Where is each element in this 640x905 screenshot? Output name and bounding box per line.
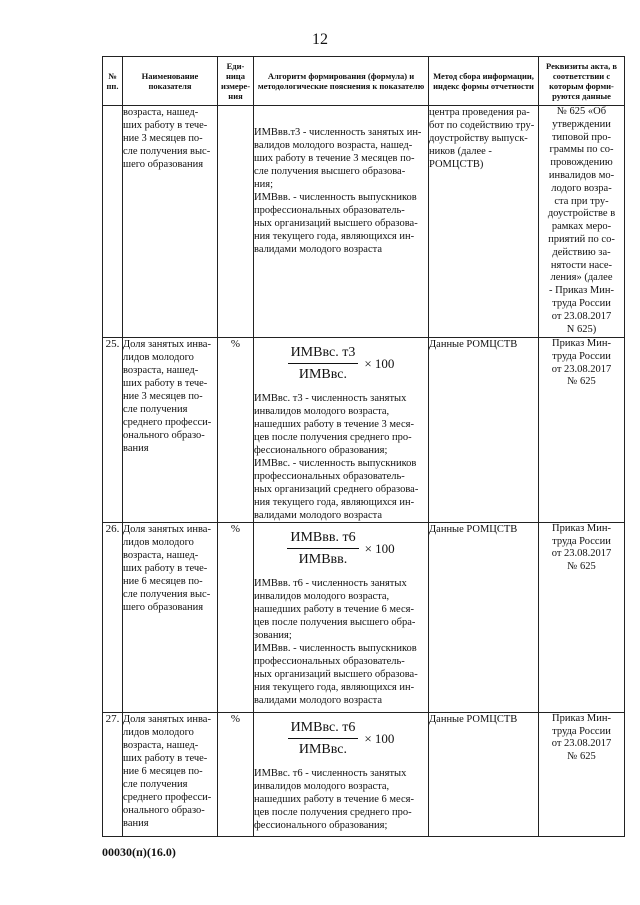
formula [254, 344, 428, 384]
formula-numerator: ИМВвс. т6 [288, 719, 359, 739]
formula-denominator: ИМВвв. [298, 552, 348, 568]
indicator-name: Доля занятых инва- лидов молодого возраста, нашед- ших работу в тече- ние 3 месяцев по- сле получения среднего професси- онального образо- вания [123, 338, 218, 523]
header-number: № пп. [103, 57, 123, 106]
formula [254, 719, 428, 759]
algorithm-cell: ИМВвв.т3 - численность занятых ин- валидов молодого возраста, нашед- ших работу в течение 3 месяцев по- сле получения высшего образова- ния; ИМВвв. - численность выпускников профессиональных образователь- ных организаций высшего образова- ния текущего года, являющихся ин- валидами молодого возраста [254, 106, 429, 338]
table-row [103, 522, 625, 712]
indicator-name: Доля занятых инва- лидов молодого возраста, нашед- ших работу в тече- ние 6 месяцев по- сле получения выс- шего образования [123, 522, 218, 712]
header-indicator-name: Наименование показателя [123, 57, 218, 106]
row-number: 26. [103, 522, 123, 712]
formula-multiplier: × 100 [364, 540, 395, 556]
formula-numerator: ИМВвв. т6 [287, 529, 358, 549]
table-row [103, 338, 625, 523]
act-details-cell: Приказ Мин- труда России от 23.08.2017 № 625 [539, 712, 625, 836]
method-cell: центра проведения ра- бот по содействию тру- доустройству выпуск- ников (далее - РОМЦСТВ) [429, 106, 539, 338]
method-cell: Данные РОМЦСТВ [429, 338, 539, 523]
method-cell: Данные РОМЦСТВ [429, 712, 539, 836]
formula [254, 529, 428, 569]
indicators-table [102, 56, 625, 837]
unit-cell: % [218, 338, 254, 523]
document-code: 00030(п)(16.0) [102, 845, 176, 859]
formula-multiplier: × 100 [364, 355, 395, 371]
act-details-cell: № 625 «Об утверждении типовой про- граммы по со- провождению инвалидов мо- лодого возра- ста при тру- доустройстве в рамках меро- приятий по со- действию за- нятости насе- ления» (далее - Приказ Мин- труда России от 23.08.2017 N 625) [539, 106, 625, 338]
formula-multiplier: × 100 [364, 730, 395, 746]
algorithm-cell: $\frac{\text{ИМВвв. т6}}{\text{ИМВвв.}}$ × 100 ИМВвв. т6 - численность занятых инвалидов молодого возраста, нашедших работу в течение 6 меся- цев после получения высшего обра- зования; ИМВвв. - численность выпускников профессиональных образователь- ных организаций высшего образова- ния текущего года, являющихся ин- валидами молодого возраста [254, 522, 429, 712]
unit-cell: % [218, 522, 254, 712]
indicator-name: Доля занятых инва- лидов молодого возраста, нашед- ших работу в тече- ние 6 месяцев по- сле получения среднего професси- онального образо- вания [123, 712, 218, 836]
unit-cell: % [218, 712, 254, 836]
header-unit: Еди-ница измере-ния [218, 57, 254, 106]
table-row [103, 106, 625, 338]
act-details-cell: Приказ Мин- труда России от 23.08.2017 № 625 [539, 338, 625, 523]
formula-denominator: ИМВвс. [298, 367, 348, 383]
header-method: Метод сбора информации, индекс формы отчетности [429, 57, 539, 106]
algorithm-cell: $\frac{\text{ИМВвс. т6}}{\text{ИМВвс.}}$ × 100 ИМВвс. т6 - численность занятых инвалидов молодого возраста, нашедших работу в течение 6 меся- цев после получения среднего про- фессионального образования; [254, 712, 429, 836]
page-number: 12 [312, 31, 328, 48]
row-number: 27. [103, 712, 123, 836]
indicator-name: возраста, нашед- ших работу в тече- ние 3 месяцев по- сле получения выс- шего образования [123, 106, 218, 338]
method-cell: Данные РОМЦСТВ [429, 522, 539, 712]
act-details-cell: Приказ Мин- труда России от 23.08.2017 № 625 [539, 522, 625, 712]
table-header-row [103, 57, 625, 106]
header-algorithm: Алгоритм формирования (формула) и методологические пояснения к показателю [254, 57, 429, 106]
algorithm-cell: $\frac{\text{ИМВвс. т3}}{\text{ИМВвс.}}$ × 100 ИМВвс. т3 - численность занятых инвалидов молодого возраста, нашедших работу в течение 3 меся- цев после получения среднего про- фессионального образования; ИМВвс. - численность выпускников профессиональных образователь- ных организаций среднего образова- ния текущего года, являющихся ин- валидами молодого возраста [254, 338, 429, 523]
table-row [103, 712, 625, 836]
header-act-details: Реквизиты акта, в соответствии с которым форми-руются данные [539, 57, 625, 106]
formula-denominator: ИМВвс. [298, 742, 348, 758]
formula-numerator: ИМВвс. т3 [288, 344, 359, 364]
row-number: 25. [103, 338, 123, 523]
